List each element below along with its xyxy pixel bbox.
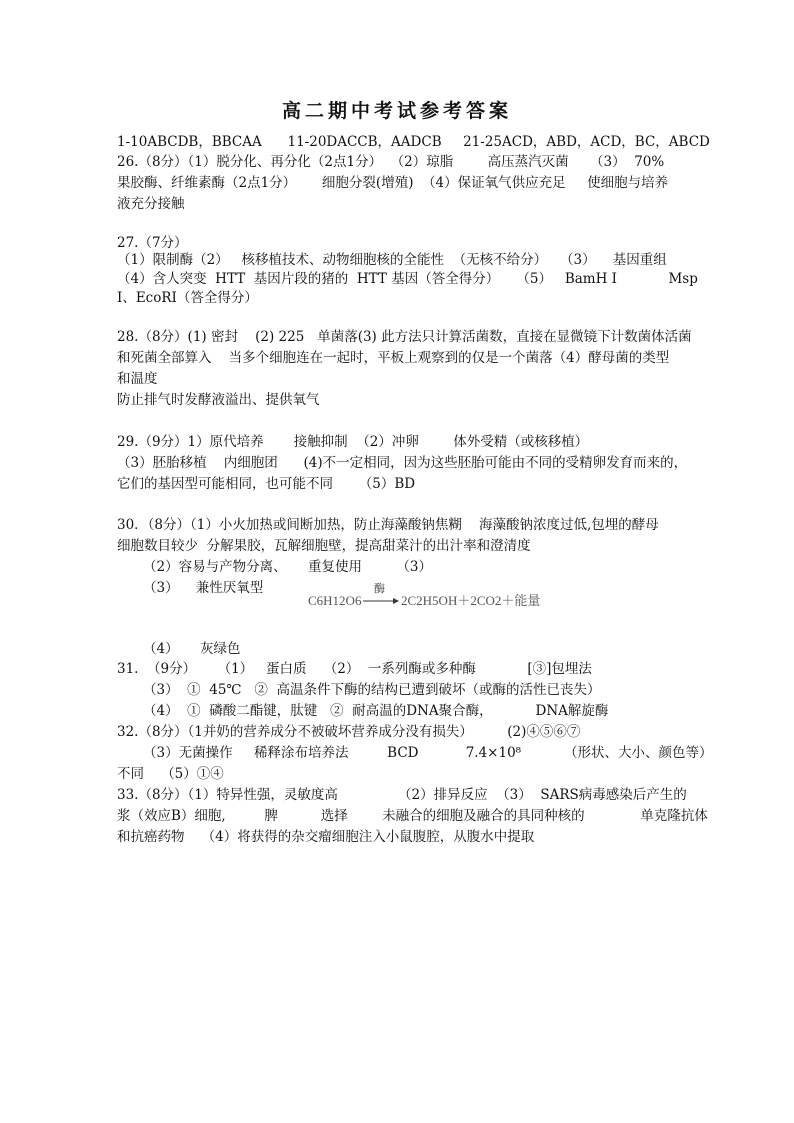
answer-line: 防止排气时发酵液溢出、提供氧气: [117, 392, 320, 408]
answer-line: 和温度: [117, 371, 158, 387]
answer-line: 浆（效应B）细胞, 脾 选择 未融合的细胞及融合的具同种核的 单克隆抗体: [117, 808, 708, 824]
answer-line: 果胶酶、纤维素酶（2点1分） 细胞分裂(增殖) （4）保证氧气供应充足 使细胞与培养: [117, 175, 669, 191]
answer-line: 28.（8分）(1) 密封 (2) 225 单菌落(3) 此方法只计算活菌数，直接在显微镜下计数菌体活菌: [117, 329, 692, 345]
answer-line: 30．（8分）（1）小火加热或间断加热，防止海藻酸钠焦糊 海藻酸钠浓度过低,包埋的酵母: [117, 517, 659, 533]
answer-line: 29.（9分）1）原代培养 接触抑制 （2）冲卵 体外受精（或核移植）: [117, 434, 589, 450]
answer-line: （4） ① 磷酸二酯键，肽键 ② 耐高温的DNA聚合酶， DNA解旋酶: [143, 703, 609, 719]
answer-line: 1-10ABCDB，BBCAA 11-20DACCB，AADCB 21-25ACD，ABD，ACD，BC，ABCD: [117, 134, 710, 150]
answer-line: 32.（8分）（1并奶的营养成分不被破坏营养成分没有损失） (2)④⑤⑥⑦: [117, 724, 581, 740]
answer-line: （1）限制酶（2） 核移植技术、动物细胞核的全能性 （无核不给分） （3） 基因重组: [117, 252, 667, 268]
equation-reactant: C6H12O6: [308, 593, 362, 608]
answer-line: （3）无菌操作 稀释涂布培养法 BCD 7.4×10⁸ （形状、大小、颜色等）: [143, 745, 713, 761]
answer-line: 细胞数目较少 分解果胶，瓦解细胞壁，提高甜菜汁的出汁率和澄清度: [117, 538, 531, 554]
answer-line: 33.（8分）（1）特异性强，灵敏度高 （2）排异反应 （3） SARS病毒感染后产生的: [117, 787, 687, 803]
answer-line: （3） 兼性厌氧型: [143, 580, 264, 596]
page-title: 高二期中考试参考答案: [281, 100, 512, 122]
answer-line: （4） 灰绿色: [143, 641, 241, 657]
answer-line: （3） ① 45℃ ② 高温条件下酶的结构已遭到破坏（或酶的活性已丧失）: [143, 682, 601, 698]
answer-line: 液充分接触: [117, 196, 185, 212]
answer-line: （3）胚胎移植 内细胞团 (4)不一定相同，因为这些胚胎可能由不同的受精卵发育而来的，: [117, 455, 688, 471]
answer-line: 和抗癌药物 （4）将获得的杂交瘤细胞注入小鼠腹腔，从腹水中提取: [117, 829, 535, 845]
equation-catalyst: 酶: [374, 582, 385, 595]
answer-line: 31. （9分） （1） 蛋白质 （2） 一系列酶或多种酶 [③]包埋法: [117, 661, 592, 677]
fermentation-equation: [308, 582, 568, 612]
equation-products: 2C2H5OH＋2CO2＋能量: [401, 593, 541, 608]
answer-line: 26.（8分）（1）脱分化、再分化（2点1分） （2）琼脂 高压蒸汽灭菌 （3） 70%: [117, 154, 665, 170]
answer-line: 和死菌全部算入 当多个细胞连在一起时，平板上观察到的仅是一个菌落（4）酵母菌的类型: [117, 350, 670, 366]
answer-line: （2）容易与产物分离、 重复使用 （3）: [143, 559, 432, 575]
answer-line: （4）含人突变 HTT 基因片段的猪的 HTT 基因（答全得分） （5） BamH Ⅰ Msp: [117, 271, 698, 287]
answer-line: 它们的基因型可能相同，也可能不同 （5）BD: [117, 476, 416, 492]
answer-line: Ⅰ、EcoRⅠ（答全得分）: [117, 290, 258, 306]
answer-line: 27.（7分）: [117, 235, 188, 251]
answer-line: 不同 （5）①④: [117, 766, 224, 782]
